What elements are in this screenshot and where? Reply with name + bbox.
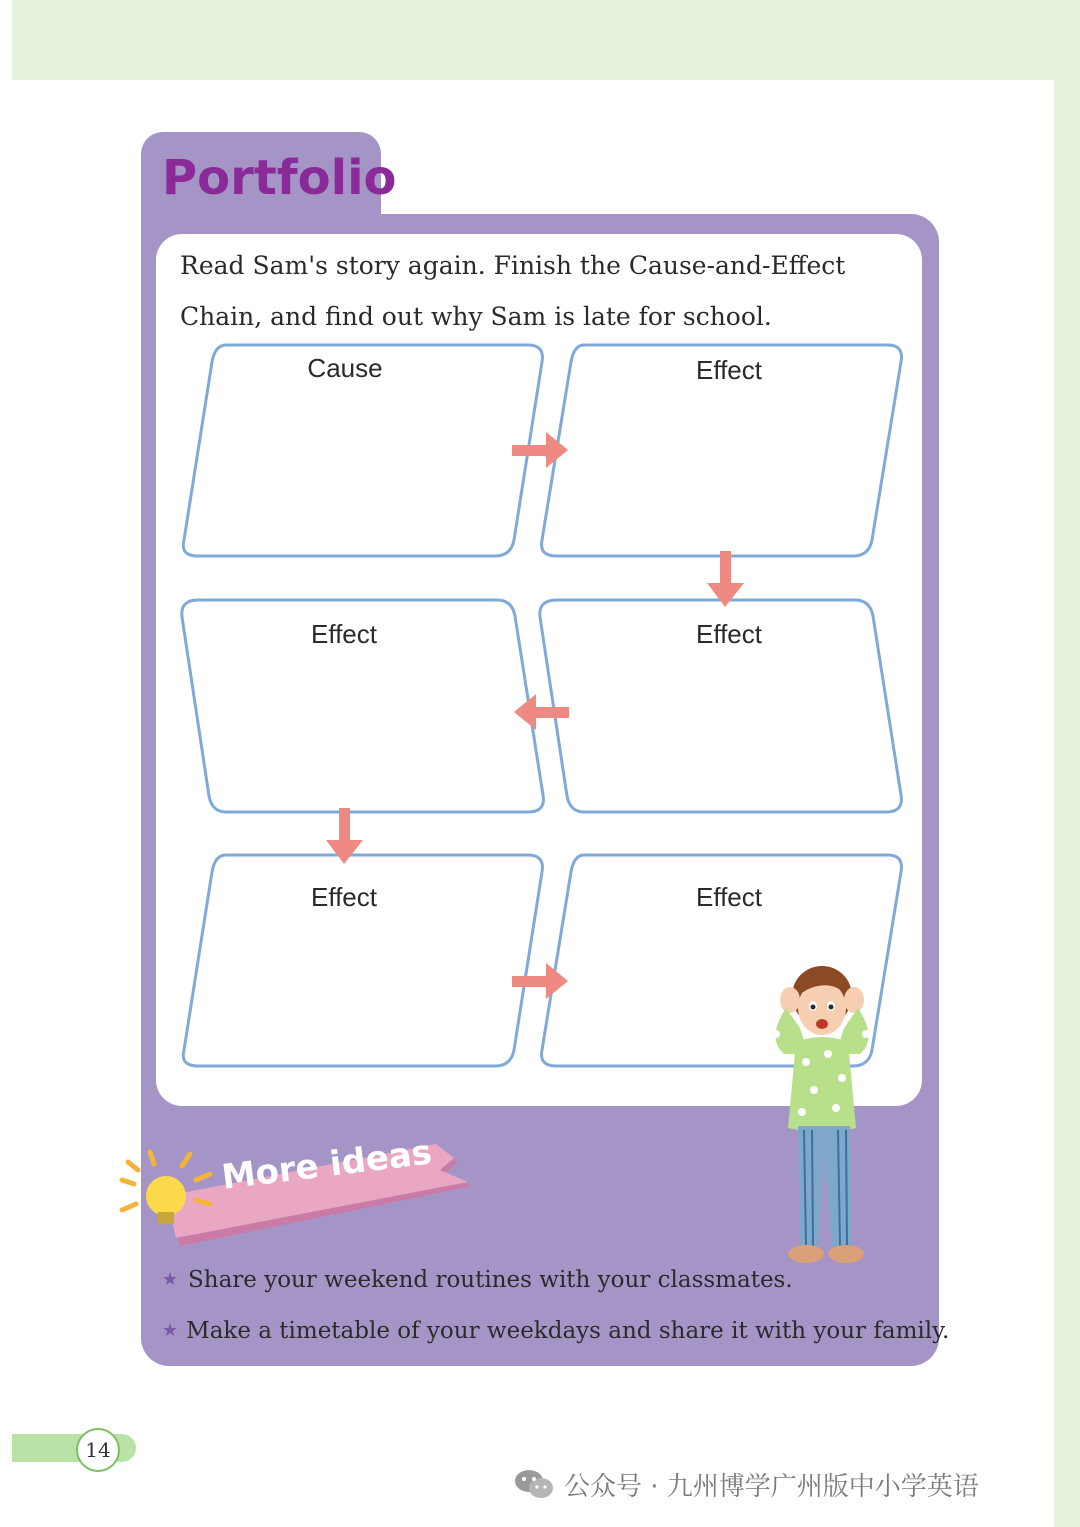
list-item xyxy=(162,1305,950,1356)
chain-box-label: Effect xyxy=(310,619,377,649)
idea-text: Share your weekend routines with your classmates. xyxy=(188,1266,793,1293)
watermark-text: 公众号 · 九州博学广州版中小学英语 xyxy=(564,1471,979,1502)
page-number: 14 xyxy=(76,1428,120,1472)
star-icon: ★ xyxy=(162,1319,179,1341)
instructions-text: Read Sam's story again. Finish the Cause-and-Effect Chain, and find out why Sam is late for school. xyxy=(180,251,846,331)
chain-box-label: Effect xyxy=(695,355,762,385)
chain-box-label: Cause xyxy=(307,353,383,383)
chain-box-label: Effect xyxy=(695,882,762,912)
wechat-icon xyxy=(514,1468,554,1500)
watermark xyxy=(514,1462,979,1506)
chain-box-label: Effect xyxy=(310,882,377,912)
chain-box-label: Effect xyxy=(695,619,762,649)
portfolio-title: Portfolio xyxy=(162,150,397,206)
star-icon: ★ xyxy=(162,1268,179,1290)
boy-illustration xyxy=(756,958,896,1270)
more-ideas-list xyxy=(162,1254,950,1356)
idea-text: Make a timetable of your weekdays and share it with your family. xyxy=(186,1317,950,1344)
list-item xyxy=(162,1254,932,1305)
more-ideas-title: More ideas xyxy=(219,1132,434,1198)
